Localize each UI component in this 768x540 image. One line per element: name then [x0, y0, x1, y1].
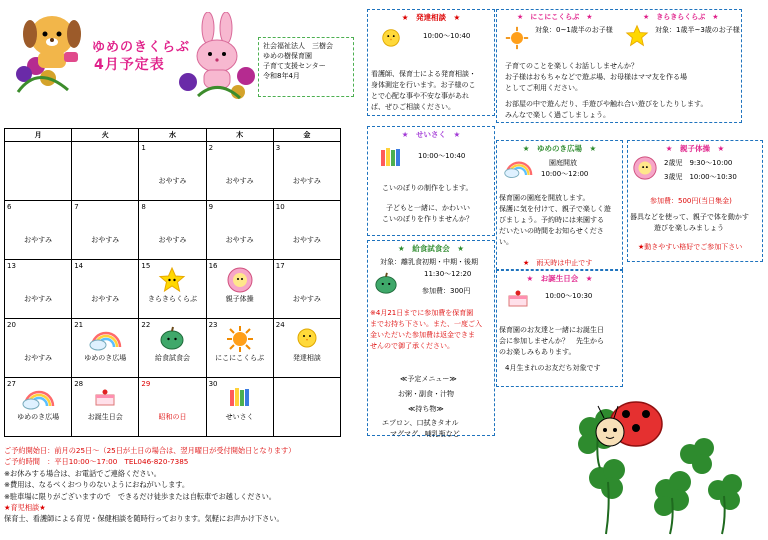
rabbit-illustration	[178, 12, 258, 100]
crayons-icon	[227, 384, 253, 410]
flower-icon	[226, 266, 254, 294]
seisaku-line-1: こいのぼりの制作をします。	[382, 184, 473, 192]
seisaku-box	[367, 126, 495, 236]
day-number: 27	[7, 380, 16, 388]
day-event: おやすみ	[24, 236, 53, 244]
day-number: 22	[141, 321, 151, 329]
day-number: 3	[275, 144, 281, 152]
taiso-fee: 参加費：500円(当日集金)	[650, 197, 732, 205]
rainbow-cloud-icon	[88, 325, 122, 351]
weekday-header-row	[5, 129, 341, 142]
day-event: おやすみ	[225, 177, 254, 185]
rainbow-cloud-icon	[21, 384, 55, 410]
calendar-cell	[139, 378, 206, 437]
kirakira-title: ★ きらきらくらぶ ★	[643, 13, 719, 21]
day-event: 発達相談	[292, 354, 321, 362]
page-title: ゆめのきくらぶ	[92, 40, 191, 55]
hiroba-time: 10:00～12:00	[541, 170, 589, 178]
calendar-week-5	[5, 378, 341, 437]
hiroba-rain-note: ★ 雨天時は中止です	[523, 259, 593, 267]
star-icon	[625, 24, 649, 48]
hiroba-line-2: 保護に気を付けて、親子で楽しく遊	[499, 205, 611, 213]
calendar-week-4	[5, 319, 341, 378]
kyushoku-warn-3: 金いただいた参加費は返金できま	[370, 331, 475, 339]
calendar-cell	[72, 319, 139, 378]
calendar-cell	[5, 260, 72, 319]
org-name: 社会福祉法人 三樹会	[263, 42, 333, 50]
nikoniko-title: ★ にこにこくらぶ ★	[517, 13, 593, 21]
kyushoku-fee: 参加費：300円	[422, 287, 471, 295]
fee-note: ※費用は、なるべくおつりのないようにおねがいします。	[4, 480, 190, 490]
issue-date: 令和8年4月	[263, 72, 300, 80]
nikoniko-target: 対象：0~1歳半のお子様	[535, 26, 613, 34]
calendar-table	[4, 128, 341, 437]
day-event: 給食試食会	[154, 354, 190, 362]
notes-section	[4, 445, 295, 525]
sun-icon	[505, 26, 529, 50]
calendar-cell	[206, 260, 273, 319]
weekday-fri: 金	[273, 129, 340, 142]
nikoniko-line-2: お子様はおもちゃなどで遊ぶ場、お母様はママ友を作る場	[505, 73, 687, 81]
hiroba-line-3: びましょう。予約時には来園する	[499, 216, 604, 224]
kyushoku-box	[367, 240, 495, 436]
star-icon	[158, 266, 186, 294]
hattatsu-line-4: ば、ぜひご相談ください。	[371, 103, 455, 111]
kyushoku-menu: お粥・副食・汁物	[398, 390, 454, 398]
dog-illustration	[8, 4, 94, 96]
day-number: 21	[74, 321, 84, 329]
calendar-cell	[139, 142, 206, 201]
cake-icon	[505, 285, 531, 309]
calendar-week-2	[5, 201, 341, 260]
day-number: 13	[7, 262, 16, 270]
reservation-hours-note: ご予約時間 ：平日10:00～17:00 TEL046-820-7385	[4, 457, 189, 467]
day-number: 8	[141, 203, 146, 211]
nikoniko-box	[496, 9, 742, 123]
sun-icon	[226, 325, 254, 353]
calendar-cell	[206, 378, 273, 437]
holiday-label: 昭和の日	[158, 413, 187, 421]
kyushoku-warn-4: せんので御了承ください。	[370, 342, 454, 350]
hattatsu-line-1: 看護師、保育士による発育相談・	[371, 70, 476, 78]
day-event: おやすみ	[225, 236, 254, 244]
calendar-cell	[5, 319, 72, 378]
calendar-cell	[72, 201, 139, 260]
weekday-wed: 水	[139, 129, 206, 142]
kyushoku-title: ★ 給食試食会 ★	[398, 244, 464, 253]
seisaku-title: ★ せいさく ★	[401, 130, 461, 139]
chick-icon	[295, 325, 319, 349]
hattatsu-box	[367, 9, 495, 116]
reservation-start-note: ご予約開始日：前月の25日～（25日が土日の場合は、翌月曜日が受付開始日となります）	[4, 446, 296, 455]
hiroba-line-1: 保育園の園庭を開放します。	[499, 194, 590, 202]
day-event: お誕生日会	[87, 413, 123, 421]
calendar-cell	[139, 319, 206, 378]
calendar-week-1	[5, 142, 341, 201]
taiso-line-2: 遊びを楽しみましょう	[654, 224, 724, 232]
calendar-cell	[5, 201, 72, 260]
nursery-name: ゆめの樹保育園	[263, 52, 312, 60]
taiso-line-1: 器具などを使って、親子で体を動かす	[630, 213, 749, 221]
kyushoku-target: 対象：離乳食初期・中期・後期	[380, 258, 478, 266]
cake-icon	[92, 384, 118, 408]
day-number: 24	[275, 321, 285, 329]
crayons-icon	[378, 144, 404, 170]
center-name: 子育て支援センター	[263, 62, 326, 70]
weekday-mon: 月	[5, 129, 72, 142]
hiroba-sub: 園庭開放	[549, 159, 577, 167]
day-number: 20	[7, 321, 16, 329]
weekday-thu: 木	[206, 129, 273, 142]
org-info-box	[258, 37, 354, 97]
kirakira-target: 対象：1歳半~3歳のお子様	[655, 26, 740, 34]
absence-note: ※お休みする場合は、お電話でご連絡ください。	[4, 468, 161, 478]
taiso-title: ★ 親子体操 ★	[665, 144, 725, 153]
day-event: おやすみ	[24, 295, 53, 303]
weekday-tue: 火	[72, 129, 139, 142]
day-event: おやすみ	[158, 236, 187, 244]
consultation-heading: ★育児相談★	[4, 503, 46, 513]
birthday-title: ★ お誕生日会 ★	[526, 274, 593, 283]
kyushoku-warn-1: ※4月21日までに参加費を保育園	[370, 309, 474, 317]
hattatsu-time: 10:00～10:40	[423, 32, 471, 40]
day-event: せいさく	[225, 413, 254, 421]
calendar-cell	[273, 319, 340, 378]
calendar-cell	[5, 378, 72, 437]
kyushoku-menu-title: ≪予定メニュー≫	[400, 375, 457, 383]
nikoniko-line-1: 子育てのことを楽しくお話ししませんか？	[505, 62, 638, 70]
calendar-cell	[206, 319, 273, 378]
birthday-line-1: 保育園のお友達と一緒にお誕生日	[499, 326, 604, 334]
hiroba-title: ★ ゆめのき広場 ★	[522, 144, 597, 153]
calendar-cell	[273, 260, 340, 319]
flower-icon	[632, 155, 658, 181]
day-number: 17	[275, 262, 285, 270]
day-event: にこにこくらぶ	[215, 354, 265, 362]
day-number: 15	[141, 262, 151, 270]
chick-icon	[380, 26, 402, 48]
parking-note: ※駐車場に限りがございますので できるだけ徒歩または自転車でお越しください。	[4, 491, 276, 501]
birthday-time: 10:00～10:30	[545, 292, 593, 300]
day-number: 7	[74, 203, 79, 211]
day-event: おやすみ	[24, 354, 53, 362]
birthday-line-3: のお楽しみもあります。	[499, 348, 576, 356]
calendar-cell	[72, 260, 139, 319]
day-number: 9	[208, 203, 214, 211]
rainbow-cloud-icon	[503, 155, 533, 179]
day-event: おやすみ	[292, 177, 321, 185]
page-subtitle: 4月予定表	[94, 57, 165, 73]
taiso-box	[627, 140, 763, 262]
calendar-cell	[139, 201, 206, 260]
nikoniko-line-5: みんなで楽しく過ごしましょう。	[505, 111, 610, 119]
day-number: 16	[208, 262, 218, 270]
taiso-note: ★動きやすい格好でご参加下さい	[638, 243, 743, 251]
calendar-cell	[273, 142, 340, 201]
day-number: 14	[74, 262, 84, 270]
birthday-box	[496, 270, 623, 387]
day-event: おやすみ	[91, 236, 120, 244]
day-number: 28	[74, 380, 84, 388]
calendar-cell	[72, 378, 139, 437]
day-event: 親子体操	[225, 295, 254, 303]
day-number: 1	[141, 144, 146, 152]
calendar-cell	[273, 378, 340, 437]
hiroba-line-4: だいたいの時間をお知らせくださ	[499, 227, 604, 235]
ladybug-clover-illustration	[570, 388, 764, 536]
day-event: おやすみ	[91, 295, 120, 303]
kyushoku-warn-2: までお持ち下さい。また、一度ご入	[370, 320, 482, 328]
hattatsu-line-3: とで心配な事や不安な事があれ	[371, 92, 469, 100]
day-number: 10	[275, 203, 285, 211]
calendar-cell	[139, 260, 206, 319]
day-number: 30	[208, 380, 218, 388]
taiso-row-2: 3歳児 10:00～10:30	[664, 173, 737, 181]
consultation-note: 保育士、看護師による育児・保健相談を随時行っております。気軽にお声かけ下さい。	[4, 514, 284, 524]
hiroba-box	[496, 140, 623, 270]
hiroba-line-5: い。	[499, 238, 513, 246]
day-event: おやすみ	[158, 177, 187, 185]
day-event: ゆめのき広場	[84, 354, 127, 362]
kyushoku-items-title: ≪持ち物≫	[408, 405, 444, 413]
birthday-line-2: 会に参加しませんか？ 先生から	[499, 337, 604, 345]
day-number: 29	[141, 380, 151, 388]
pumpkin-icon	[159, 325, 185, 351]
pumpkin-icon	[374, 271, 398, 295]
day-event: きらきらくらぶ	[147, 295, 197, 303]
birthday-line-5: 4月生まれのお友だち対象です	[505, 364, 601, 372]
calendar-week-3	[5, 260, 341, 319]
day-number: 23	[208, 321, 218, 329]
hattatsu-line-2: 身体測定を行います。お子様のこ	[371, 81, 476, 89]
kyushoku-items-2: マグマグ、哺乳瓶など	[390, 430, 460, 438]
day-event: ゆめのき広場	[17, 413, 60, 421]
calendar-cell	[5, 142, 72, 201]
calendar-cell	[273, 201, 340, 260]
kyushoku-items-1: エプロン、口拭きタオル	[382, 419, 459, 427]
taiso-row-1: 2歳児 9:30～10:00	[664, 159, 733, 167]
seisaku-line-3: 子どもと一緒に、かわいい	[386, 204, 470, 212]
nikoniko-line-4: お部屋の中で遊んだり、手遊びや触れ合い遊びをしたりします。	[505, 100, 708, 108]
kyushoku-time: 11:30～12:20	[424, 270, 472, 278]
day-event: おやすみ	[292, 236, 321, 244]
day-event: おやすみ	[292, 295, 321, 303]
calendar-cell	[206, 201, 273, 260]
nikoniko-line-3: としてご利用ください。	[505, 84, 582, 92]
seisaku-line-4: こいのぼりを作りませんか？	[382, 215, 473, 223]
hattatsu-title: ★ 発達相談 ★	[401, 13, 461, 22]
calendar-cell	[72, 142, 139, 201]
seisaku-time: 10:00～10:40	[418, 152, 466, 160]
day-number: 6	[7, 203, 12, 211]
day-number: 2	[208, 144, 214, 152]
calendar-cell	[206, 142, 273, 201]
